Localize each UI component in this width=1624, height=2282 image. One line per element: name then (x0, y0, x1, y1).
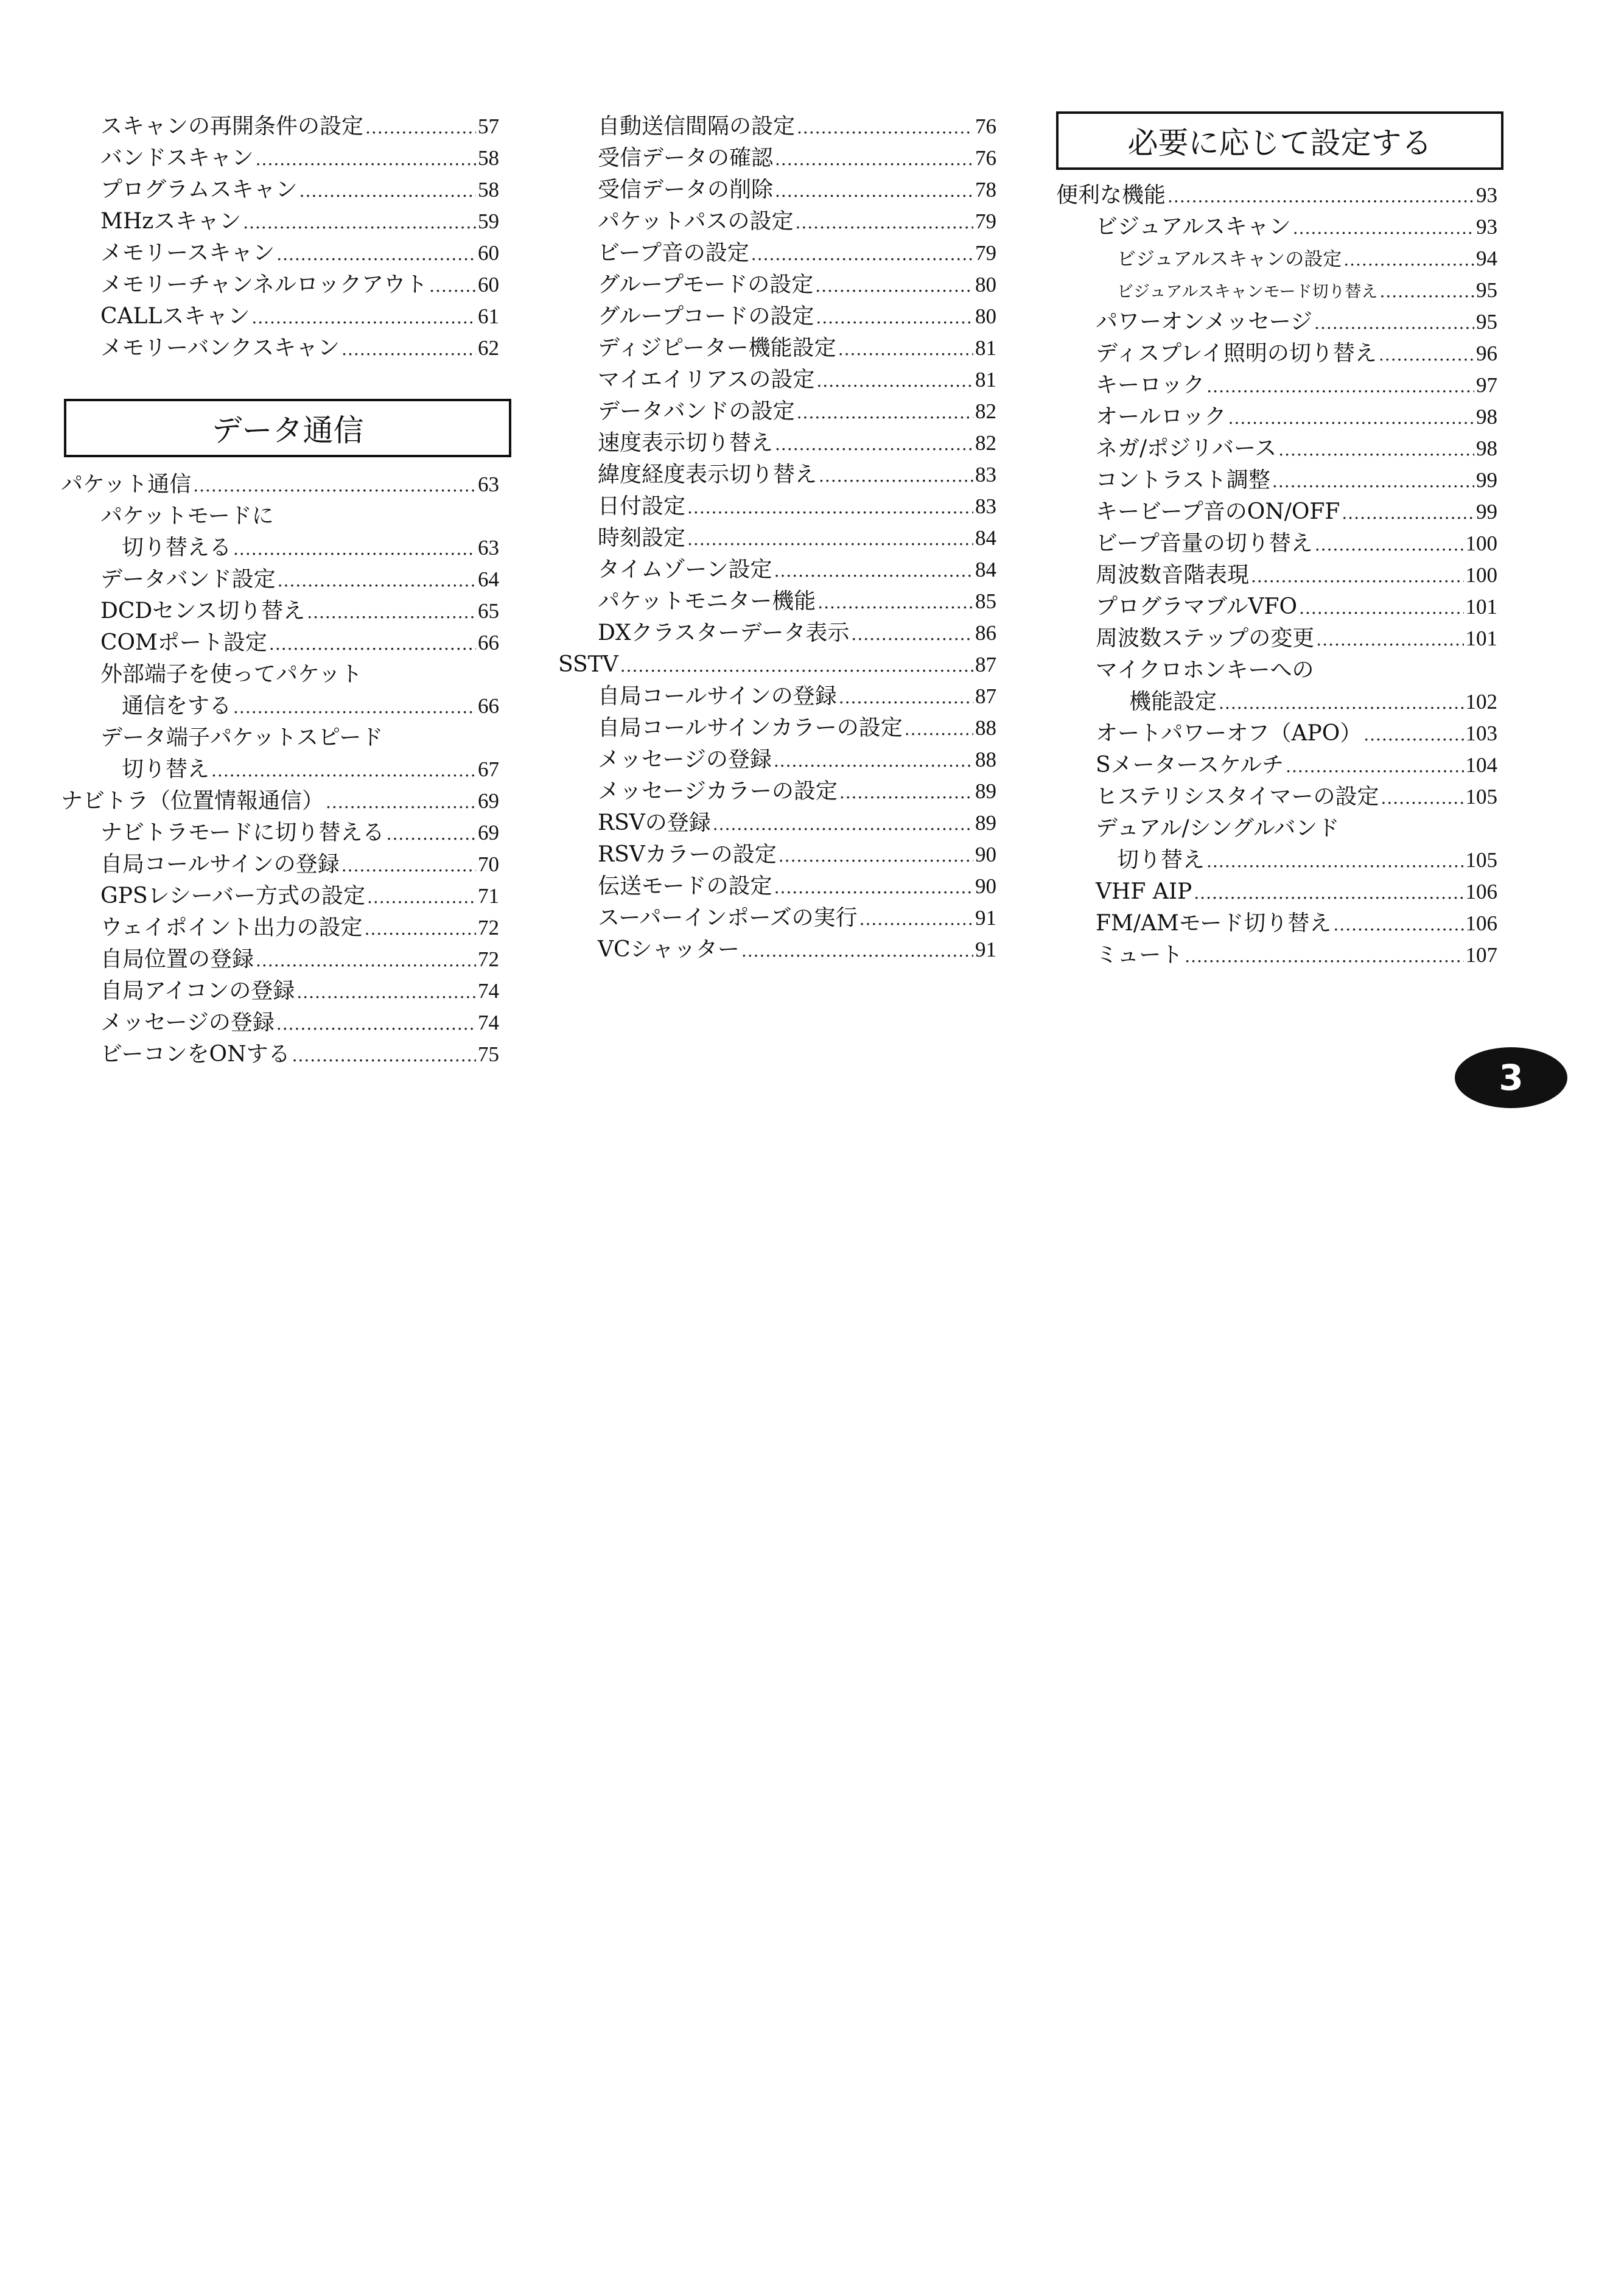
toc-entry[interactable]: パケットモードに (100, 504, 274, 528)
toc-entry[interactable]: 外部端子を使ってパケット (100, 662, 363, 687)
toc-entry[interactable]: メモリースキャン ..... 60 (100, 237, 499, 269)
toc-entry[interactable]: ビジュアルスキャンの設定 ..... 94 (1117, 243, 1497, 275)
section-title: 必要に応じて設定する (1127, 125, 1432, 161)
toc-entry[interactable]: ビープ音量の切り替え ..... 100 (1096, 528, 1497, 560)
toc-entry[interactable]: SSTV ..... 87 (558, 649, 996, 681)
toc-entry[interactable]: データバンド設定 ..... 64 (100, 564, 499, 595)
toc-entry[interactable]: 自局コールサインカラーの設定 ..... 88 (598, 712, 996, 744)
toc-entry[interactable]: データ端子パケットスピード (100, 725, 383, 750)
toc-entry[interactable]: キーロック ..... 97 (1096, 370, 1497, 401)
toc-entry[interactable]: プログラムスキャン ..... 58 (100, 174, 499, 206)
toc-entry[interactable]: RSVの登録 ..... 89 (598, 807, 996, 839)
toc-entry[interactable]: メモリーバンクスキャン ..... 62 (100, 332, 499, 364)
toc-entry[interactable]: DXクラスターデータ表示 ..... 86 (598, 617, 996, 649)
toc-entry[interactable]: 切り替え ..... 67 (122, 754, 499, 785)
page-number: 3 (1499, 1057, 1524, 1098)
toc-entry[interactable]: マイエイリアスの設定 ..... 81 (598, 364, 996, 396)
toc-entry[interactable]: 受信データの確認 ..... 76 (598, 142, 996, 174)
toc-entry[interactable]: 自局コールサインの登録 ..... 70 (100, 849, 499, 880)
toc-entry[interactable]: 日付設定 ..... 83 (598, 491, 996, 522)
toc-entry[interactable]: ビーコンをONする ..... 75 (100, 1039, 499, 1070)
toc-entry[interactable]: キービープ音のON/OFF ..... 99 (1096, 496, 1497, 528)
toc-entry[interactable]: DCDセンス切り替え ..... 65 (100, 595, 499, 627)
toc-entry[interactable]: FM/AMモード切り替え ..... 106 (1096, 908, 1497, 939)
toc-entry[interactable]: メッセージカラーの設定 ..... 89 (598, 776, 996, 807)
toc-entry[interactable]: 時刻設定 ..... 84 (598, 522, 996, 554)
toc-entry[interactable]: ネガ/ポジリバース ..... 98 (1096, 433, 1497, 465)
toc-entry[interactable]: メモリーチャンネルロックアウト ..... 60 (100, 269, 499, 301)
toc-entry[interactable]: スキャンの再開条件の設定 ..... 57 (100, 111, 499, 142)
toc-entry[interactable]: 便利な機能 ..... 93 (1056, 180, 1497, 211)
toc-entry[interactable]: ミュート ..... 107 (1096, 939, 1497, 971)
section-header-settings (1056, 111, 1503, 170)
toc-entry[interactable]: プログラマブルVFO ..... 101 (1096, 591, 1497, 623)
toc-entry[interactable]: グループモードの設定 ..... 80 (598, 269, 996, 301)
toc-entry[interactable]: ディジピーター機能設定 ..... 81 (598, 332, 996, 364)
toc-entry[interactable]: 周波数ステップの変更 ..... 101 (1096, 623, 1497, 655)
toc-entry[interactable]: 切り替え ..... 105 (1117, 844, 1497, 876)
toc-entry[interactable]: 周波数音階表現 ..... 100 (1096, 560, 1497, 591)
toc-entry[interactable]: GPSレシーバー方式の設定 ..... 71 (100, 880, 499, 912)
toc-entry[interactable]: オールロック ..... 98 (1096, 401, 1497, 433)
toc-entry[interactable]: 機能設定 ..... 102 (1129, 686, 1497, 718)
toc-entry[interactable]: ナビトラモードに切り替える ..... 69 (100, 817, 499, 849)
toc-entry[interactable]: パケット通信 ..... 63 (61, 469, 499, 500)
toc-entry[interactable]: 切り替える ..... 63 (122, 532, 499, 564)
toc-entry[interactable]: VHF AIP ..... 106 (1096, 876, 1497, 908)
toc-entry[interactable]: パケットパスの設定 ..... 79 (598, 206, 996, 237)
toc-entry[interactable]: 緯度経度表示切り替え ..... 83 (598, 459, 996, 491)
page-number-badge (1455, 1047, 1567, 1108)
toc-entry[interactable]: COMポート設定 ..... 66 (100, 627, 499, 659)
toc-entry[interactable]: 自局コールサインの登録 ..... 87 (598, 681, 996, 712)
toc-entry[interactable]: ヒステリシスタイマーの設定 ..... 105 (1096, 781, 1497, 813)
toc-entry[interactable]: VCシャッター ..... 91 (598, 934, 996, 966)
toc-entry[interactable]: ビジュアルスキャンモード切り替え ..... 95 (1117, 275, 1497, 306)
toc-entry[interactable]: ビジュアルスキャン ..... 93 (1096, 211, 1497, 243)
toc-entry[interactable]: データバンドの設定 ..... 82 (598, 396, 996, 427)
toc-entry[interactable]: ナビトラ（位置情報通信） ..... 69 (61, 785, 499, 817)
toc-entry[interactable]: 通信をする ..... 66 (122, 690, 499, 722)
toc-entry[interactable]: ウェイポイント出力の設定 ..... 72 (100, 912, 499, 944)
toc-entry[interactable]: ディスプレイ照明の切り替え ..... 96 (1096, 338, 1497, 370)
toc-entry[interactable]: RSVカラーの設定 ..... 90 (598, 839, 996, 871)
toc-entry[interactable]: バンドスキャン ..... 58 (100, 142, 499, 174)
toc-entry[interactable]: 伝送モードの設定 ..... 90 (598, 871, 996, 902)
toc-entry[interactable]: 自動送信間隔の設定 ..... 76 (598, 111, 996, 142)
toc-entry[interactable]: ビープ音の設定 ..... 79 (598, 237, 996, 269)
toc-entry[interactable]: メッセージの登録 ..... 88 (598, 744, 996, 776)
toc-entry[interactable]: グループコードの設定 ..... 80 (598, 301, 996, 332)
toc-entry[interactable]: 自局アイコンの登録 ..... 74 (100, 975, 499, 1007)
toc-entry[interactable]: スーパーインポーズの実行 ..... 91 (598, 902, 996, 934)
toc-entry[interactable]: 自局位置の登録 ..... 72 (100, 944, 499, 975)
toc-entry[interactable]: タイムゾーン設定 ..... 84 (598, 554, 996, 586)
toc-entry[interactable]: MHzスキャン ..... 59 (100, 206, 499, 237)
section-header-data-communication (64, 399, 511, 457)
toc-entry[interactable]: マイクロホンキーへの (1096, 658, 1314, 683)
toc-entry[interactable]: パケットモニター機能 ..... 85 (598, 586, 996, 617)
toc-entry[interactable]: 受信データの削除 ..... 78 (598, 174, 996, 206)
toc-entry[interactable]: コントラスト調整 ..... 99 (1096, 465, 1497, 496)
toc-entry[interactable]: メッセージの登録 ..... 74 (100, 1007, 499, 1039)
toc-entry[interactable]: オートパワーオフ（APO） ..... 103 (1096, 718, 1497, 750)
toc-entry[interactable]: 速度表示切り替え ..... 82 (598, 427, 996, 459)
section-title: データ通信 (211, 413, 364, 448)
toc-entry[interactable]: Sメータースケルチ ..... 104 (1096, 750, 1497, 781)
toc-entry[interactable]: デュアル/シングルバンド (1096, 816, 1340, 841)
toc-entry[interactable]: パワーオンメッセージ ..... 95 (1096, 306, 1497, 338)
toc-entry[interactable]: CALLスキャン ..... 61 (100, 301, 499, 332)
